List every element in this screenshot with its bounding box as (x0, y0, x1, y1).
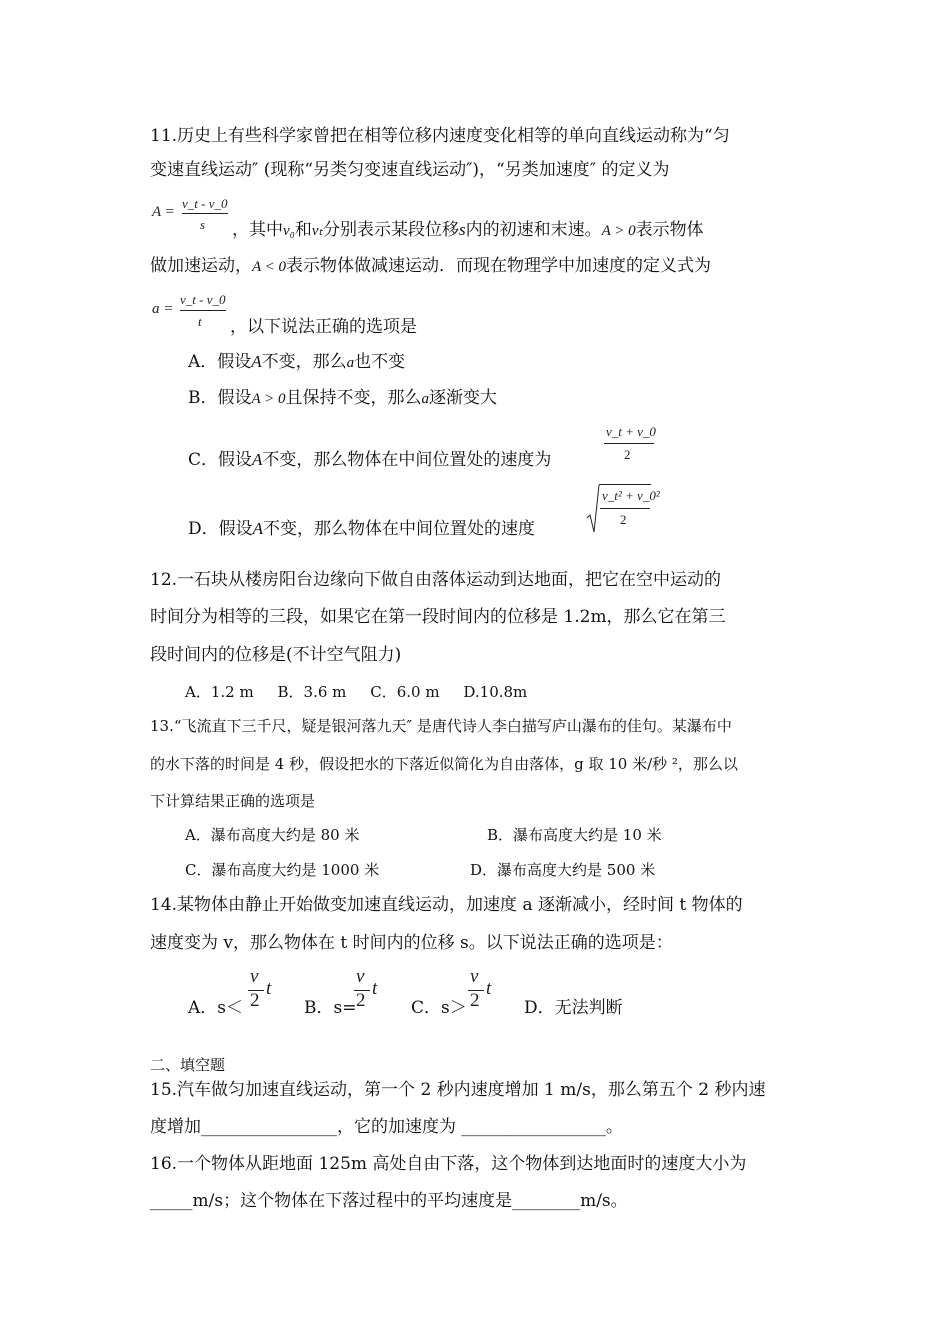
q13-option-d: D．瀑布高度大约是 500 米 (470, 861, 656, 879)
section-fill-in-heading: 二、填空题 (150, 1056, 226, 1074)
option-c-fraction (604, 424, 660, 468)
option-d-bar (600, 508, 650, 509)
q11-line2: 变速直线运动″ (现称“另类匀变速直线运动″)，“另类加速度″ 的定义为 (150, 160, 670, 180)
formula-a-lhs: a = (152, 301, 174, 317)
formula-a-definition (152, 292, 232, 336)
s-symbol: s (458, 220, 466, 239)
q14-option-a-label: A．s＜ (188, 998, 244, 1018)
q11-option-c: C．假设A不变，那么物体在中间位置处的速度为 (188, 450, 552, 470)
q15-line1: 15.汽车做匀加速直线运动，第一个 2 秒内速度增加 1 m/s，那么第五个 2 秒内速 (150, 1080, 766, 1100)
q13-option-b: B．瀑布高度大约是 10 米 (487, 826, 662, 844)
option-c-numerator: v_t + v_0 (606, 424, 656, 439)
option-c-bar (604, 443, 654, 444)
formula-a-numerator: v_t - v_0 (180, 292, 226, 307)
formula-A-definition (152, 196, 232, 240)
q14-option-c-label: C．s＞ (411, 998, 467, 1018)
formula-A-lhs: A = (152, 204, 175, 220)
q12-line1: 12.一石块从楼房阳台边缘向下做自由落体运动到达地面，把它在空中运动的 (150, 570, 722, 590)
q14-option-a-fraction: v 2 t (250, 966, 272, 1011)
option-d-denominator: 2 (620, 512, 627, 527)
q13-option-c: C．瀑布高度大约是 1000 米 (185, 861, 380, 879)
formula-a-denominator: t (198, 314, 202, 329)
q11-option-d: D．假设A不变，那么物体在中间位置处的速度 (188, 519, 536, 539)
q15-line2: 度增加________________，它的加速度为 _________________。 (150, 1117, 623, 1137)
v0-symbol: v₀ (283, 223, 295, 239)
q14-option-c-fraction: v 2 t (470, 966, 492, 1011)
q11-line3: ，其中v₀和vₜ分别表示某段位移s内的初速和末速。A > 0表示物体 (232, 220, 704, 240)
q13-line2: 的水下落的时间是 4 秒，假设把水的下落近似简化为自由落体，g 取 10 米/秒 ²，那么以 (150, 755, 738, 773)
q16-line1: 16.一个物体从距地面 125m 高处自由下落，这个物体到达地面时的速度大小为 (150, 1154, 747, 1174)
q16-line2: _____m/s；这个物体在下落过程中的平均速度是________m/s。 (150, 1191, 628, 1211)
option-d-numerator: v_t² + v_0² (602, 488, 660, 503)
q12-options: A．1.2 m B．3.6 m C．6.0 m D.10.8m (185, 683, 528, 701)
q14-option-b-fraction: v 2 t (356, 966, 378, 1011)
q14-option-d-label: D．无法判断 (524, 998, 623, 1018)
q13-option-a: A．瀑布高度大约是 80 米 (185, 826, 360, 844)
A-negative: A < 0 (252, 259, 287, 275)
vt-symbol: vₜ (311, 223, 323, 239)
q11-option-b: B．假设A > 0且保持不变，那么a逐渐变大 (188, 388, 498, 408)
sqrt-overline (599, 484, 651, 485)
q14-line2: 速度变为 v，那么物体在 t 时间内的位移 s。以下说法正确的选项是： (150, 933, 673, 953)
q11-line4: 做加速运动，A < 0表示物体做减速运动．而现在物理学中加速度的定义式为 (150, 256, 712, 276)
q12-line2: 时间分为相等的三段，如果它在第一段时间内的位移是 1.2m，那么它在第三 (150, 607, 726, 627)
formula-A-denominator: s (200, 217, 206, 232)
q13-line1: 13.“飞流直下三千尺，疑是银河落九天″ 是唐代诗人李白描写庐山瀑布的佳句。某瀑布中 (150, 717, 732, 735)
sqrt-symbol (586, 484, 600, 534)
A-positive: A > 0 (601, 223, 636, 239)
q14-line1: 14.某物体由静止开始做变加速直线运动，加速度 a 逐渐减小，经时间 t 物体的 (150, 895, 743, 915)
q11-line1: 11.历史上有些科学家曾把在相等位移内速度变化相等的单向直线运动称为“匀 (150, 126, 730, 146)
option-d-sqrt-fraction (586, 482, 660, 534)
q11-option-a: A．假设A不变，那么a也不变 (188, 352, 406, 372)
q12-line3: 段时间内的位移是(不计空气阻力) (150, 645, 402, 665)
q13-line3: 下计算结果正确的选项是 (150, 792, 316, 810)
option-c-denominator: 2 (624, 447, 631, 462)
formula-A-numerator: v_t - v_0 (182, 196, 228, 211)
formula-A-bar (182, 213, 228, 214)
q11-line5: ，以下说法正确的选项是 (230, 317, 417, 337)
q14-option-b-label: B．s= (304, 998, 357, 1018)
formula-a-bar (180, 310, 226, 311)
